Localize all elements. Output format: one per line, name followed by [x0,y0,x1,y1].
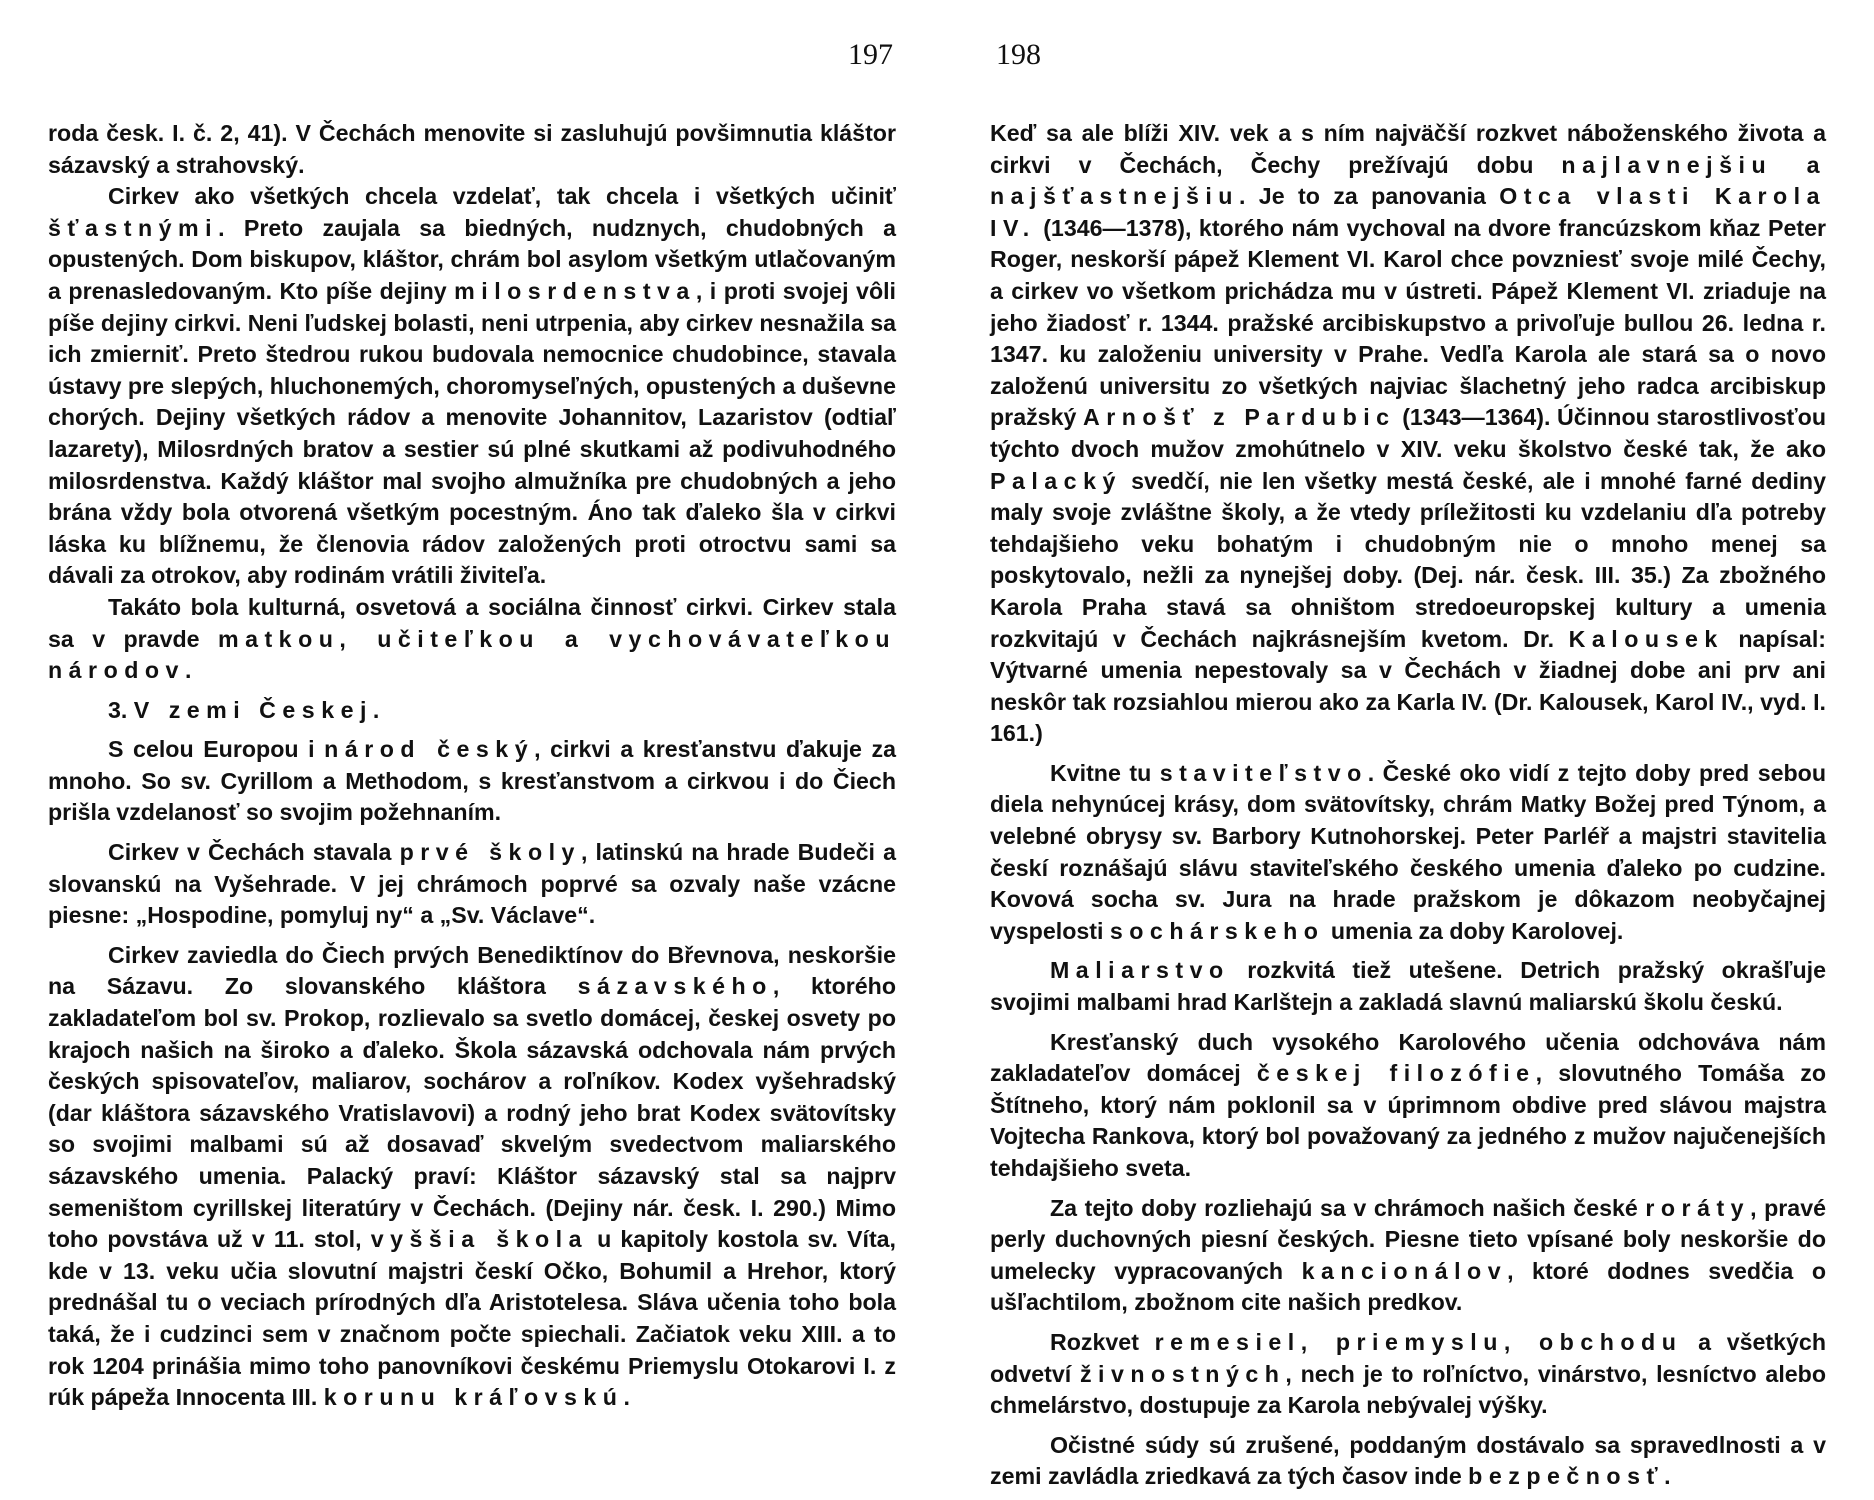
left-p1-text: roda česk. I. č. 2, 41). V Čechách menovite si zasluhujú povšimnutia kláštor sázavský a strahovský. [48,120,896,178]
right-p1-spaced-4: Palacký [990,467,1122,494]
left-p4-text-b: . [372,696,380,723]
left-p7-text-d: . [623,1384,630,1411]
left-p5-text-b: , cirkvi a kresťanstvu ďakuje za mnoho. So sv. Cyrillom a Methodom, s kresťanstvom a cirkvou i do Čiech prišla vzdelanosť so svojim požehnaním. [48,736,896,826]
right-p6-text-a: Rozkvet [1050,1328,1139,1355]
right-p4-text-b: , slovutného Tomáša zo Štítneho, ktorý nám poklonil sa v úprimnom obdive pred slávou majstra Vojtecha Rankova, ktorý bol považovaný za jedného z mužov najučenejších tehdajšieho sveta. [990,1060,1826,1181]
left-paragraph-5 [48,734,896,829]
right-p2-spaced-2: sochárskeho [1109,917,1325,944]
right-p1-text-b: . Je to za panovania [1238,183,1486,210]
right-p6-text-c: , nech je to roľníctvo, vinárstvo, lesníctvo alebo chmelárstvo, dostupuje za Karola nebývalej výšky. [990,1360,1826,1419]
right-p1-text-c: (1346—1378), ktorého nám vychoval na dvore francúzskom kňaz Peter Roger, neskorší pápež Klement VI. Karol chce povzniesť svoje milé Čechy, a cirkev vo všetkom prichádza mu v ústreti. Pápež Klement VI. zriaduje na jeho žiadosť r. 1344. pražské arcibiskupstvo a privoľuje bullou 26. ledna r. 1347. ku založeniu university v Prahe. Vedľa Karola ale stará sa o novo založenú universitu zo všetkých najviac šlachetný jeho radca arcibiskup pražský [990,214,1826,431]
right-p1-text-f: napísal: Výtvarné umenia nepestovaly sa v Čechách v žiadnej dobe ani prv ani neskôr tak rozsiahlou mierou ako za Karla IV. (Dr. Kalousek, Karol IV., vyd. I. 161.) [990,625,1826,747]
right-paragraph-3 [990,955,1826,1018]
left-p3-text-a: Takáto bola kulturná, osvetová a sociálna činnosť cirkvi. Cirkev stala sa v pravde [48,593,896,652]
right-p1-text-a: Keď sa ale blíži XIV. vek a s ním najväčší rozkvet náboženského života a cirkvi v Čechách, Čechy prežívajú dobu [990,120,1826,178]
right-p1-text-e: svedčí, nie len všetky mestá české, ale i mnohé farné dediny maly svoje zvláštne školy, a že vtedy príležitosti ku vzdelaniu dľa potreby tehdajšieho veku bohatým i chudobným nie o mnoho menej sa poskytovalo, nežli za nynejšej doby. (Dej. nár. česk. III. 35.) Za zbožného Karola Praha stavá sa ohništom stredoeuropskej kultury a umenia rozkvitajú v Čechách najkrásnejším kvetom. Dr. [990,467,1826,652]
left-paragraph-7 [48,940,896,1414]
page-number-left: 197 [848,38,893,71]
right-paragraph-5 [990,1193,1826,1319]
left-section-heading [48,695,896,727]
left-p2-text-c: , i proti svojej vôli píše dejiny cirkvi. Neni ľudskej bolasti, neni utrpenia, aby cirkev nesnažila sa ich zmierniť. Preto štedrou rukou budovala nemocnice chudobince, stavala ústavy pre slepých, hluchonemých, choromyseľných, opustených a duševne chorých. Dejiny všetkých rádov a menovite Johannitov, Lazaristov (odtiaľ lazarety), Milosrdných bratov a sestier sú plné skutkami až podivuhodného milosrdenstva. Každý kláštor mal svojho almužníka pre chudobných a jeho brána vždy bola otvorená všetkým pocestným. Áno tak ďaleko šla v cirkvi láska ku blížnemu, že členovia rádov založených proti otroctvu sami sa dávali za otrokov, aby rodinám vrátili živiteľa. [48,277,896,589]
right-p5-spaced-1: roráty [1645,1194,1751,1221]
right-p7-spaced-1: bezpečnosť [1468,1463,1665,1490]
right-p2-text-a: Kvitne tu [1050,759,1152,786]
right-p6-text-b: a všetkých odvetví [990,1328,1826,1387]
left-p7-spaced-3: korunu kráľovskú [323,1384,624,1411]
right-page-column [990,118,1826,1493]
page-number-right: 198 [996,38,1041,71]
right-p5-spaced-2: kancionálov [1301,1257,1508,1284]
right-paragraph-2 [990,758,1826,948]
right-p6-spaced-2: živnostných [1079,1360,1286,1387]
right-p1-spaced-1: najlavnejšiu a najšťastnejšiu [990,151,1826,210]
right-p3-text-a: rozkvitá tiež utešene. Detrich pražský okrašľuje svojimi malbami hrad Karlštejn a zakladá slavnú maliarskú školu českú. [990,957,1826,1016]
right-paragraph-4 [990,1027,1826,1185]
left-paragraph-2 [48,181,896,592]
left-p6-text-a: Cirkev v Čechách stavala [108,839,392,866]
left-p6-spaced-1: prvé školy [399,839,581,866]
right-p2-text-b: . České oko vidí z tejto doby pred sebou diela nehynúcej krásy, dom svätovítsky, chrám Matky Božej pred Týnom, a velebné obrysy sv. Barbory Kutnohorskej. Peter Parléř a majstri stavitelia českí roznášajú slávu staviteľského českého umenia ďaleko po cudzine. Kovová socha sv. Jura na hrade pražskom je dôkazom neobyčajnej vyspelosti [990,759,1826,944]
left-p7-text-a: Cirkev zaviedla do Čiech prvých Benediktínov do Břevnova, neskoršie na Sázavu. Zo slovanského kláštora [48,941,896,1000]
left-p6-text-b: , latinskú na hrade Budeči a slovanskú na Vyšehrade. V jej chrámoch poprvé sa ozvaly naše vzácne piesne: „Hospodine, pomyluj ny“ a „Sv. Václave“. [48,839,896,929]
right-p5-text-b: , pravé perly duchovných piesní českých. Piesne tieto vpísané boly neskoršie do umelecky vypracovaných [990,1194,1826,1284]
left-p2-text-a: Cirkev ako všetkých chcela vzdelať, tak chcela i všetkých učiniť [108,183,896,210]
left-p4-spaced-1: V zemi Českej [133,696,373,723]
left-paragraph-3 [48,592,896,687]
left-p7-text-c: u kapitoly kostola sv. Víta, kde v 13. veku učia slovutní majstri českí Očko, Bohumil a Hrehor, ktorý prednášal tu o veciach prírodných dľa Aristotelesa. Sláva učenia toho bola taká, že i cudzinci sem v značnom počte spiechali. Začiatok veku XIII. a to rok 1204 prinášia mimo toho panovníkovi českému Priemyslu Otokarovi I. z rúk pápeža Innocenta III. [48,1226,896,1411]
left-p3-spaced-1: matkou, učiteľkou a vychovávateľkou národov [48,625,896,684]
right-p4-spaced-1: českej filozófie [1256,1060,1536,1087]
right-p1-spaced-5: Kalousek [1568,625,1724,652]
left-p7-spaced-1: sázavského [577,973,773,1000]
left-p5-text-a: S celou Europou i [108,736,315,763]
left-p3-text-b: . [184,657,192,684]
left-paragraph-1 [48,118,896,181]
right-p2-text-c: umenia za doby Karolovej. [1330,917,1624,944]
left-p7-spaced-2: vyššia škola [370,1226,588,1253]
left-p5-spaced-1: národ český [324,736,535,763]
left-p7-text-b: , ktorého zakladateľom bol sv. Prokop, rozlievalo sa svetlo domácej, českej osvety po krajoch našich na široko a ďaleko. Škola sázavská odchovala nám prvých českých spisovateľov, maliarov, sochárov a roľníkov. Kodex vyšehradský (dar kláštora sázavského Vratislavovi) a rodný jeho brat Kodex svätovítsky so svojimi malbami sú až dosavaď skvelým svedectvom maliarského sázavského umenia. Palacký praví: Kláštor sázavský stal sa najprv semeništom cyrillskej literatúry v Čechách. (Dejiny nár. česk. I. 290.) Mimo toho povstáva už v 11. stol, [48,973,896,1253]
left-p2-text-b: . Preto zaujala sa biedných, nudznych, chudobných a opustených. Dom biskupov, kláštor, chrám bol asylom všetkým utlačovaným a prenasledovaným. Kto píše dejiny [48,214,896,304]
right-p4-text-a: Kresťanský duch vysokého Karolového učenia odchováva nám zakladateľov domácej [990,1028,1826,1087]
left-p4-text-a: 3. [108,696,128,723]
right-p1-spaced-2: Otca vlasti Karola IV. [990,183,1826,241]
left-p2-spaced-1: šťastnými [48,214,219,241]
right-p7-text-b: . [1664,1463,1671,1490]
right-p3-spaced-1: Maliarstvo [1050,957,1230,984]
right-paragraph-6 [990,1327,1826,1422]
right-paragraph-1 [990,118,1826,750]
right-paragraph-7 [990,1430,1826,1493]
left-p2-spaced-2: milosrdenstva [454,277,696,304]
right-p2-spaced-1: staviteľstvo [1159,759,1368,786]
right-p1-spaced-3: Arnošť z Pardubic [1083,404,1396,431]
right-p5-text-c: , ktoré dodnes svedčia o ušľachtilom, zbožnom cite našich predkov. [990,1257,1827,1316]
right-p1-text-d: (1343—1364). Účinnou starostlivosťou týchto dvoch mužov zmohútnelo v XIV. veku školstvo české tak, že ako [990,404,1826,462]
right-p6-spaced-1: remesiel, priemyslu, obchodu [1154,1328,1683,1355]
left-page-column [48,118,896,1414]
left-paragraph-6 [48,837,896,932]
right-p5-text-a: Za tejto doby rozliehajú sa v chrámoch našich české [1050,1194,1638,1221]
right-p7-text-a: Očistné súdy sú zrušené, poddaným dostávalo sa spravedlnosti a v zemi zavládla zriedkavá za tých časov inde [990,1431,1826,1490]
